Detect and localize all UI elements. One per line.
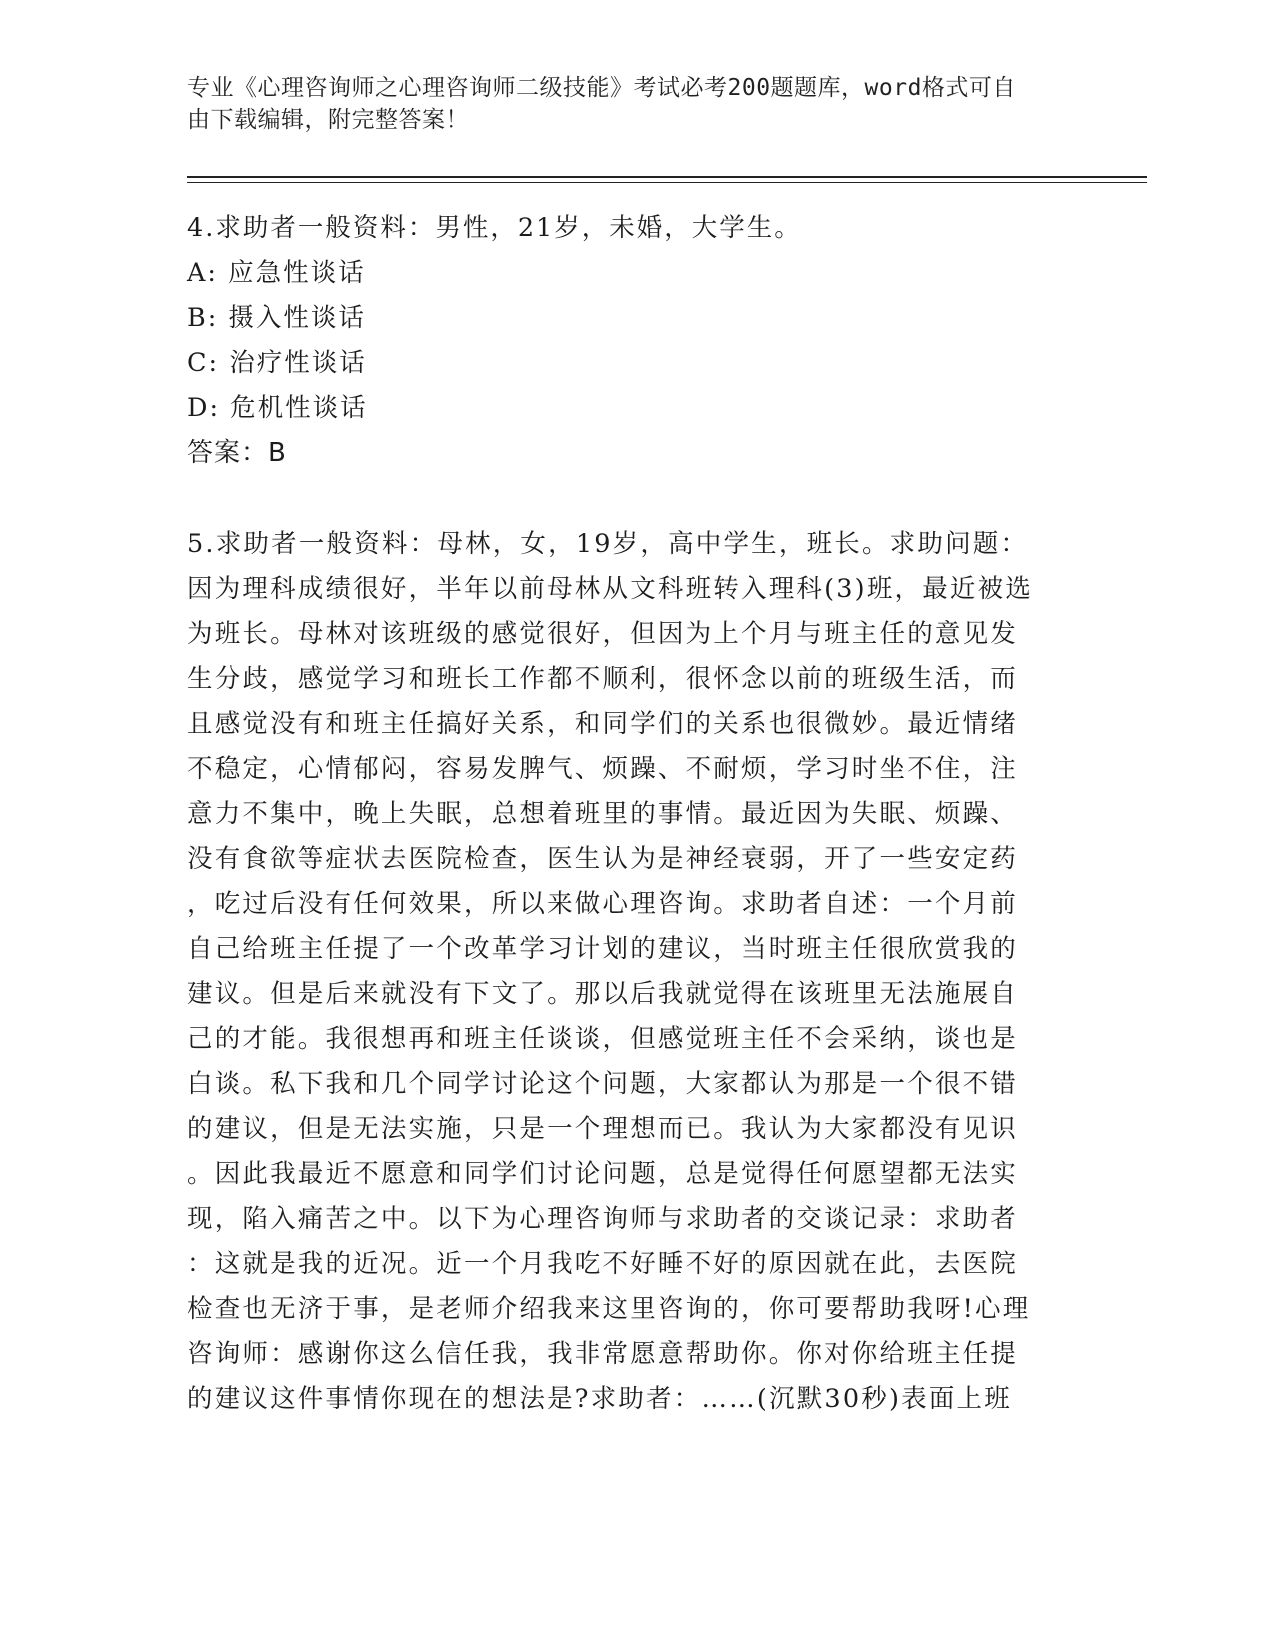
question-5-line: 不稳定，心情郁闷，容易发脾气、烦躁、不耐烦，学习时坐不住，注 bbox=[187, 754, 1019, 784]
question-5-line: 的建议，但是无法实施，只是一个理想而已。我认为大家都没有见识 bbox=[187, 1114, 1019, 1144]
question-5-line: ，吃过后没有任何效果，所以来做心理咨询。求助者自述：一个月前 bbox=[187, 889, 1019, 919]
document-body bbox=[187, 206, 1067, 1422]
question-5-line: 。因此我最近不愿意和同学们讨论问题，总是觉得任何愿望都无法实 bbox=[187, 1159, 1019, 1189]
question-5-line: 白谈。私下我和几个同学讨论这个问题，大家都认为那是一个很不错 bbox=[187, 1069, 1019, 1099]
header-line-1: 专业《心理咨询师之心理咨询师二级技能》考试必考200题题库，word格式可自 bbox=[187, 75, 1016, 101]
question-spacer bbox=[187, 476, 1067, 522]
question-5-line: 自己给班主任提了一个改革学习计划的建议，当时班主任很欣赏我的 bbox=[187, 934, 1019, 964]
question-5-line: 意力不集中，晚上失眠，总想着班里的事情。最近因为失眠、烦躁、 bbox=[187, 799, 1019, 829]
question-5-line: 且感觉没有和班主任搞好关系，和同学们的关系也很微妙。最近情绪 bbox=[187, 709, 1019, 739]
question-5-line: 咨询师：感谢你这么信任我，我非常愿意帮助你。你对你给班主任提 bbox=[187, 1339, 1019, 1369]
header-divider-thick bbox=[187, 176, 1147, 178]
question-5-line: 生分歧，感觉学习和班长工作都不顺利，很怀念以前的班级生活，而 bbox=[187, 664, 1019, 694]
question-4 bbox=[187, 206, 1067, 476]
question-4-stem: 4.求助者一般资料：男性，21岁，未婚，大学生。 bbox=[187, 213, 802, 243]
question-4-option-d: D: 危机性谈话 bbox=[187, 393, 368, 423]
question-5-line: 建议。但是后来就没有下文了。那以后我就觉得在该班里无法施展自 bbox=[187, 979, 1019, 1009]
question-5-line: ：这就是我的近况。近一个月我吃不好睡不好的原因就在此，去医院 bbox=[187, 1249, 1019, 1279]
question-4-option-b: B: 摄入性谈话 bbox=[187, 303, 366, 333]
question-5-line: 现，陷入痛苦之中。以下为心理咨询师与求助者的交谈记录：求助者 bbox=[187, 1204, 1019, 1234]
question-5-line: 5.求助者一般资料：母林，女，19岁，高中学生，班长。求助问题： bbox=[187, 529, 1029, 559]
question-5-line: 检查也无济于事，是老师介绍我来这里咨询的，你可要帮助我呀!心理 bbox=[187, 1294, 1031, 1324]
document-header bbox=[187, 72, 1067, 136]
question-4-option-c: C: 治疗性谈话 bbox=[187, 348, 367, 378]
question-4-option-a: A: 应急性谈话 bbox=[187, 258, 366, 288]
header-line-2: 由下载编辑，附完整答案！ bbox=[187, 107, 469, 133]
question-5-line: 的建议这件事情你现在的想法是?求助者：……(沉默30秒)表面上班 bbox=[187, 1384, 1012, 1414]
question-4-answer: 答案：B bbox=[187, 438, 287, 468]
header-divider-thin bbox=[187, 182, 1147, 183]
question-5-line: 因为理科成绩很好，半年以前母林从文科班转入理科(3)班，最近被选 bbox=[187, 574, 1034, 604]
question-5-line: 没有食欲等症状去医院检查，医生认为是神经衰弱，开了一些安定药 bbox=[187, 844, 1019, 874]
question-5-line: 为班长。母林对该班级的感觉很好，但因为上个月与班主任的意见发 bbox=[187, 619, 1019, 649]
question-5-line: 己的才能。我很想再和班主任谈谈，但感觉班主任不会采纳，谈也是 bbox=[187, 1024, 1019, 1054]
question-5 bbox=[187, 522, 1067, 1422]
